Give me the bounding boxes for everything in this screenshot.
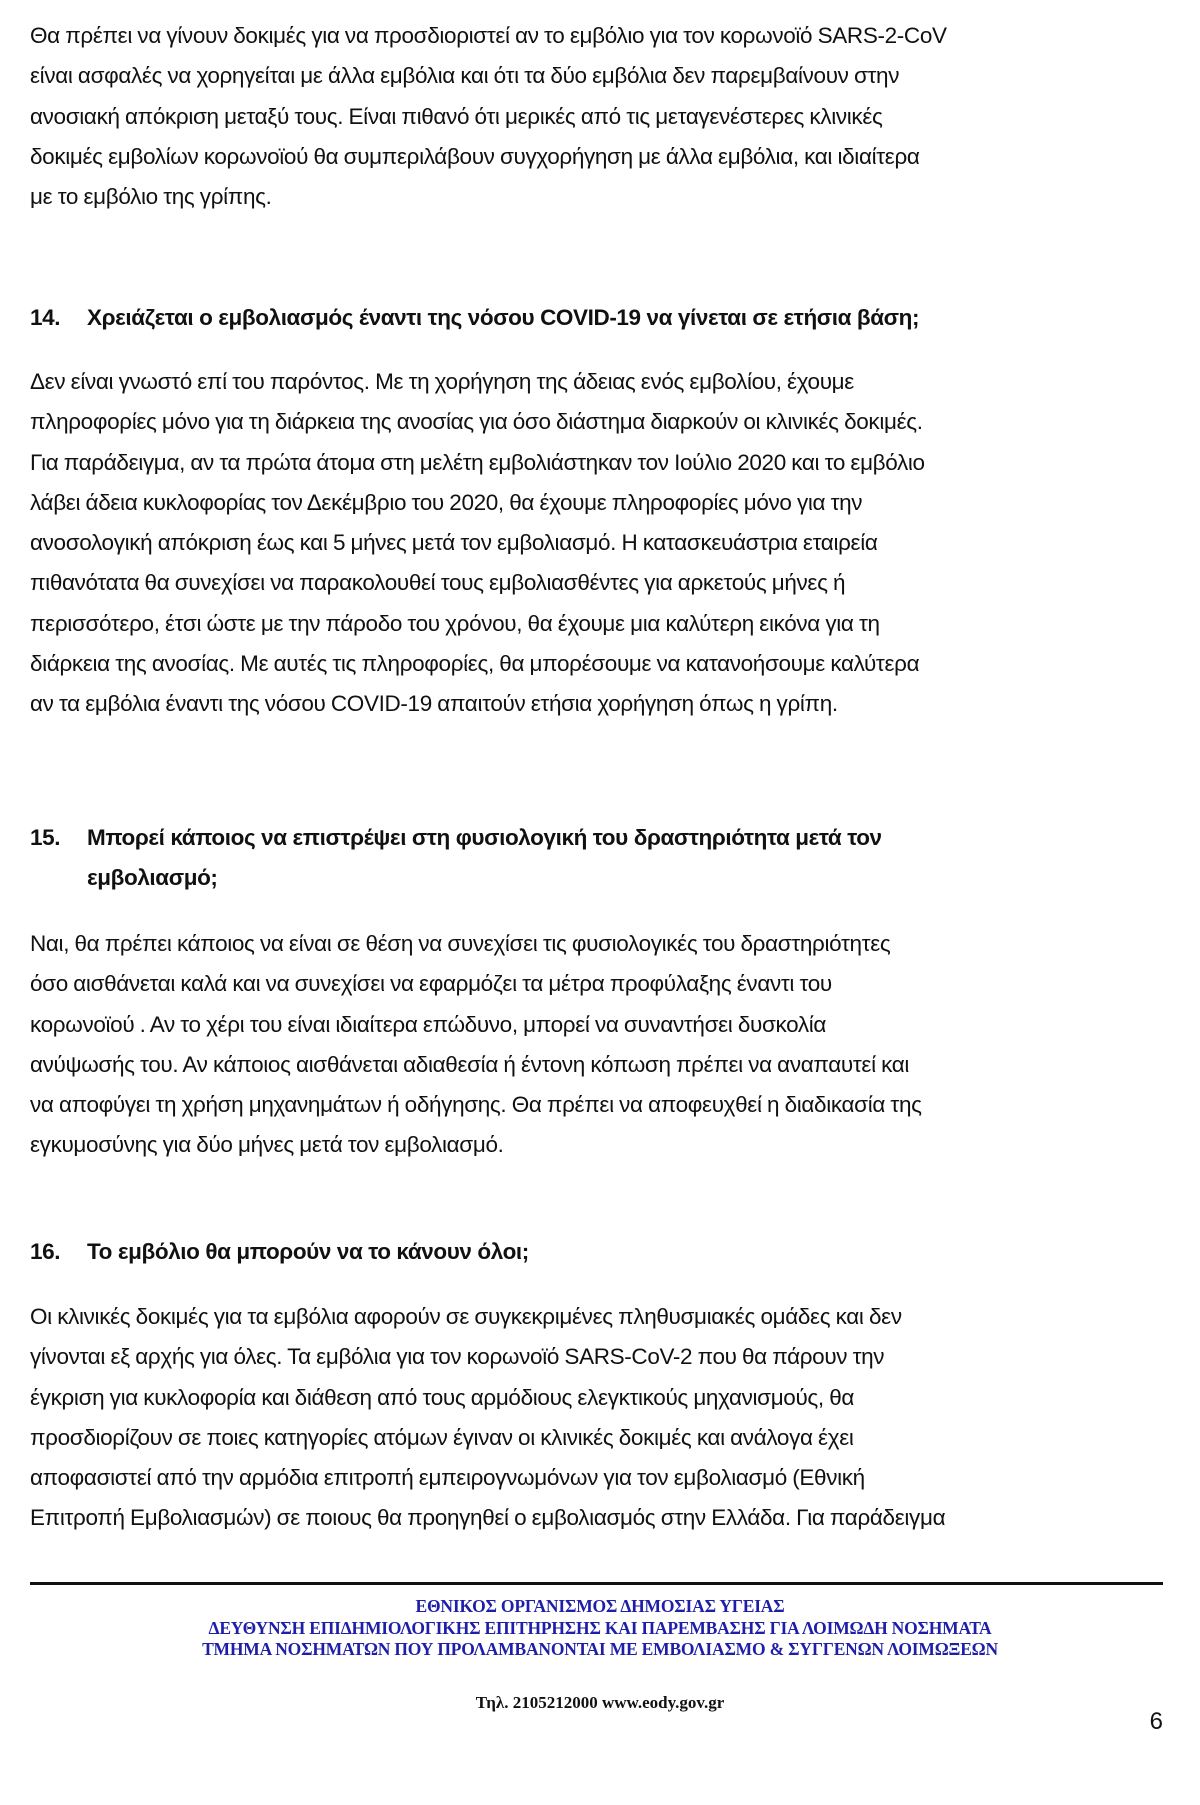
text-line: Θα πρέπει να γίνουν δοκιμές για να προσδιοριστεί αν το εμβόλιο για τον κορωνοϊό SARS-2-CoV bbox=[30, 23, 947, 48]
footer-divider bbox=[30, 1582, 1163, 1585]
text-line: διάρκεια της ανοσίας. Με αυτές τις πληροφορίες, θα μπορέσουμε να κατανοήσουμε καλύτερα bbox=[30, 651, 920, 677]
text-line: όσο αισθάνεται καλά και να συνεχίσει να εφαρμόζει τα μέτρα προφύλαξης έναντι του bbox=[30, 971, 832, 997]
text-line: λάβει άδεια κυκλοφορίας τον Δεκέμβριο του 2020, θα έχουμε πληροφορίες μόνο για την bbox=[30, 489, 863, 515]
question-number: 16. bbox=[30, 1239, 61, 1264]
text-line: περισσότερο, έτσι ώστε με την πάροδο του χρόνου, θα έχουμε μια καλύτερη εικόνα για τη bbox=[30, 610, 880, 636]
question-text: Μπορεί κάποιος να επιστρέψει στη φυσιολογική του δραστηριότητα μετά τον bbox=[87, 825, 882, 850]
text-line: προσδιορίζουν σε ποιες κατηγορίες ατόμων έγιναν οι κλινικές δοκιμές και ανάλογα έχει bbox=[30, 1424, 854, 1450]
question-text: Το εμβόλιο θα μπορούν να το κάνουν όλοι; bbox=[87, 1239, 529, 1264]
footer-organization bbox=[0, 1596, 1200, 1661]
answer-paragraph-15 bbox=[30, 924, 1180, 1166]
text-line: να αποφύγει τη χρήση μηχανημάτων ή οδήγησης. Θα πρέπει να αποφευχθεί η διαδικασία της bbox=[30, 1092, 922, 1118]
question-heading-16 bbox=[30, 1232, 1180, 1272]
text-line: αποφασιστεί από την αρμόδια επιτροπή εμπειρογνωμόνων για τον εμβολιασμό (Εθνική bbox=[30, 1465, 865, 1491]
page-number: 6 bbox=[1149, 1708, 1163, 1735]
question-heading-15 bbox=[30, 818, 1180, 899]
question-text: Χρειάζεται ο εμβολιασμός έναντι της νόσου COVID-19 να γίνεται σε ετήσια βάση; bbox=[87, 305, 920, 330]
question-text: εμβολιασμό; bbox=[87, 865, 218, 891]
text-line: ανύψωσής του. Αν κάποιος αισθάνεται αδιαθεσία ή έντονη κόπωση πρέπει να αναπαυτεί και bbox=[30, 1051, 910, 1077]
text-line: ανοσολογική απόκριση έως και 5 μήνες μετά τον εμβολιασμό. Η κατασκευάστρια εταιρεία bbox=[30, 530, 878, 556]
org-department: ΤΜΗΜΑ ΝΟΣΗΜΑΤΩΝ ΠΟΥ ΠΡΟΛΑΜΒΑΝΟΝΤΑΙ ΜΕ ΕΜΒΟΛΙΑΣΜΟ & ΣΥΓΓΕΝΩΝ ΛΟΙΜΩΞΕΩΝ bbox=[202, 1639, 998, 1659]
text-line: ανοσιακή απόκριση μεταξύ τους. Είναι πιθανό ότι μερικές από τις μεταγενέστερες κλινικές bbox=[30, 103, 883, 129]
answer-paragraph-14 bbox=[30, 362, 1180, 725]
text-line: Οι κλινικές δοκιμές για τα εμβόλια αφορούν σε συγκεκριμένες πληθυσμιακές ομάδες και δεν bbox=[30, 1304, 902, 1329]
text-line: είναι ασφαλές να χορηγείται με άλλα εμβόλια και ότι τα δύο εμβόλια δεν παρεμβαίνουν στην bbox=[30, 63, 900, 89]
text-line: με το εμβόλιο της γρίπης. bbox=[30, 184, 272, 210]
text-line: Για παράδειγμα, αν τα πρώτα άτομα στη μελέτη εμβολιάστηκαν τον Ιούλιο 2020 και το εμβόλιο bbox=[30, 449, 925, 475]
text-line: κορωνοϊού . Αν το χέρι του είναι ιδιαίτερα επώδυνο, μπορεί να συναντήσει δυσκολία bbox=[30, 1011, 827, 1037]
text-line: αν τα εμβόλια έναντι της νόσου COVID-19 απαιτούν ετήσια χορήγηση όπως η γρίπη. bbox=[30, 691, 838, 717]
question-number: 15. bbox=[30, 825, 61, 850]
intro-paragraph bbox=[30, 16, 1180, 217]
question-number: 14. bbox=[30, 305, 61, 330]
question-heading-14 bbox=[30, 298, 1180, 338]
text-line: έγκριση για κυκλοφορία και διάθεση από τους αρμόδιους ελεγκτικούς μηχανισμούς, θα bbox=[30, 1384, 855, 1410]
text-line: πληροφορίες μόνο για τη διάρκεια της ανοσίας για όσο διάστημα διαρκούν οι κλινικές δοκιμές. bbox=[30, 409, 923, 435]
text-line: Επιτροπή Εμβολιασμών) σε ποιους θα προηγηθεί ο εμβολιασμός στην Ελλάδα. Για παράδειγμα bbox=[30, 1505, 946, 1531]
org-directorate: ΔΕΥΘΥΝΣΗ ΕΠΙΔΗΜΙΟΛΟΓΙΚΗΣ ΕΠΙΤΗΡΗΣΗΣ ΚΑΙ ΠΑΡΕΜΒΑΣΗΣ ΓΙΑ ΛΟΙΜΩΔΗ ΝΟΣΗΜΑΤΑ bbox=[208, 1617, 992, 1638]
text-line: γίνονται εξ αρχής για όλες. Τα εμβόλια για τον κορωνοϊό SARS-CoV-2 που θα πάρουν την bbox=[30, 1344, 885, 1370]
answer-paragraph-16 bbox=[30, 1297, 1180, 1539]
footer-contact: Τηλ. 2105212000 www.eody.gov.gr bbox=[475, 1693, 725, 1712]
text-line: δοκιμές εμβολίων κορωνοϊού θα συμπεριλάβουν συγχορήγηση με άλλα εμβόλια, και ιδιαίτερα bbox=[30, 143, 920, 169]
text-line: Ναι, θα πρέπει κάποιος να είναι σε θέση να συνεχίσει τις φυσιολογικές του δραστηριότητες bbox=[30, 931, 891, 956]
org-name: ΕΘΝΙΚΟΣ ΟΡΓΑΝΙΣΜΟΣ ΔΗΜΟΣΙΑΣ ΥΓΕΙΑΣ bbox=[415, 1596, 785, 1616]
text-line: εγκυμοσύνης για δύο μήνες μετά τον εμβολιασμό. bbox=[30, 1132, 504, 1158]
text-line: πιθανότατα θα συνεχίσει να παρακολουθεί τους εμβολιασθέντες για αρκετούς μήνες ή bbox=[30, 570, 846, 596]
text-line: Δεν είναι γνωστό επί του παρόντος. Με τη χορήγηση της άδειας ενός εμβολίου, έχουμε bbox=[30, 369, 854, 394]
